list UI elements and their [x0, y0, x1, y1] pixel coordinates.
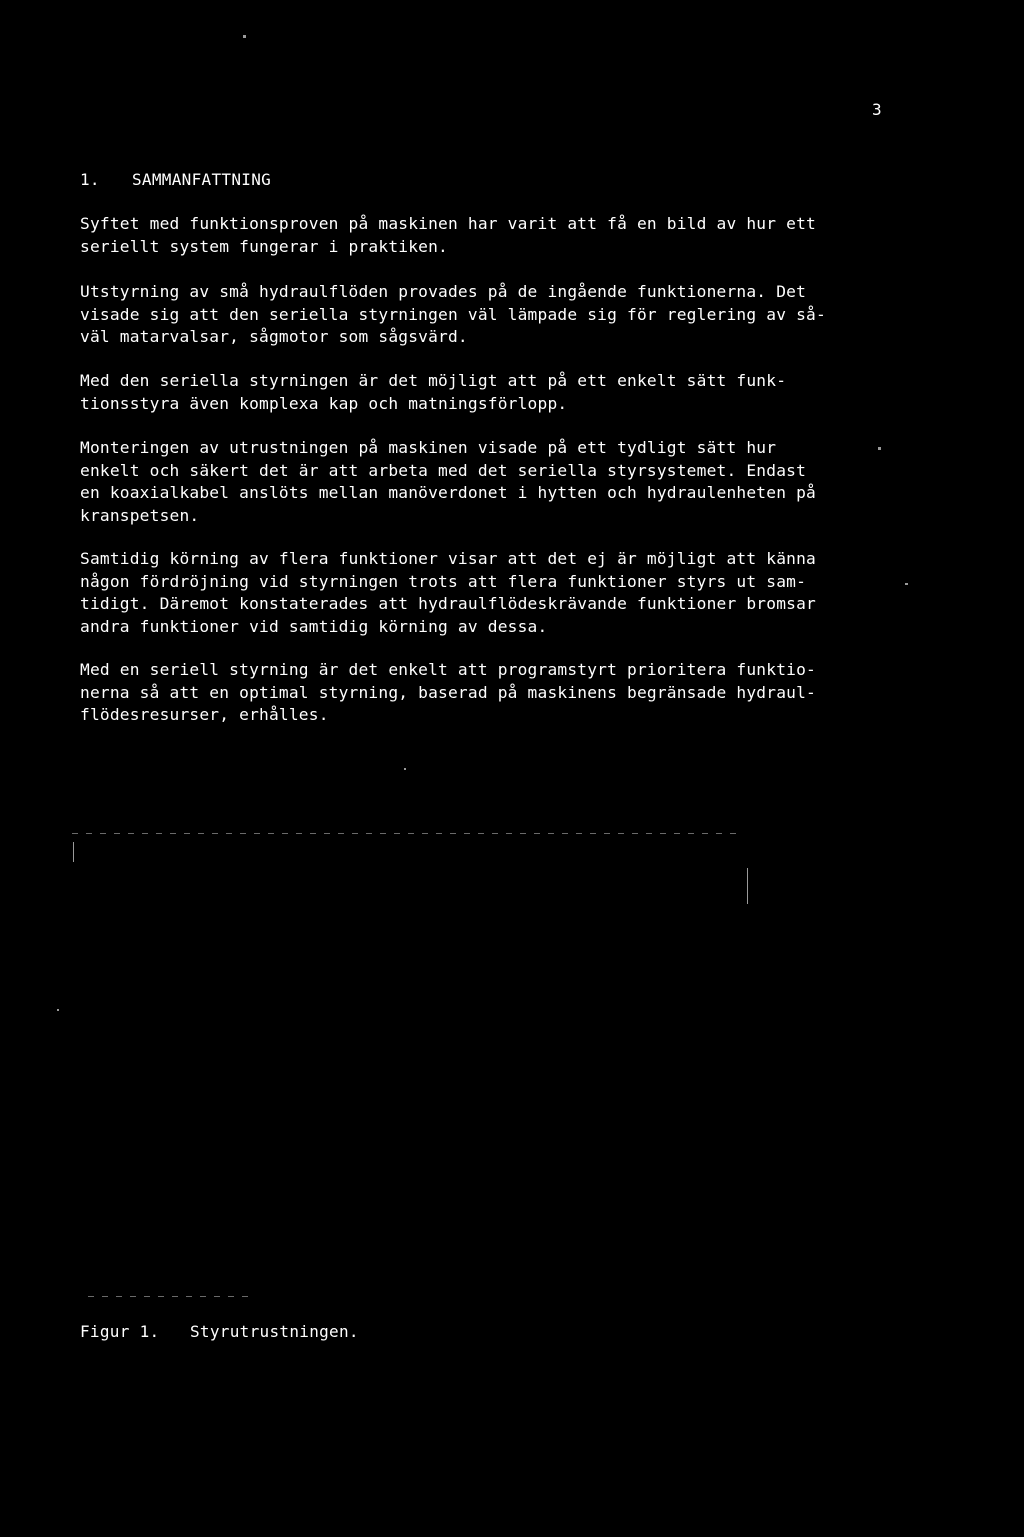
figure-caption-text: Styrutrustningen. — [190, 1322, 359, 1341]
paragraph-flow-control: Utstyrning av små hydraulflöden provades på de ingående funktionerna. Det visade sig att den seriella styrningen väl lämpade sig för reglering av så- väl matarvalsar, sågmotor som sågsvärd. — [80, 282, 826, 346]
section-heading — [80, 170, 271, 189]
figure-top-edge — [72, 833, 742, 834]
page-number: 3 — [872, 100, 882, 119]
scan-speck — [878, 447, 881, 450]
paragraph-complex-control: Med den seriella styrningen är det möjligt att på ett enkelt sätt funk- tionsstyra även komplexa kap och matningsförlopp. — [80, 371, 787, 413]
paragraph-simultaneous-operation: Samtidig körning av flera funktioner visar att det ej är möjligt att känna någon fördröjning vid styrningen trots att flera funktioner styrs ut sam- tidigt. Däremot konstaterades att hydraulflödeskrävande funktioner bromsar andra funktioner vid samtidig körning av dessa. — [80, 549, 816, 636]
figure-right-edge — [747, 868, 748, 904]
paragraph-installation: Monteringen av utrustningen på maskinen visade på ett tydligt sätt hur enkelt och säkert det är att arbeta med det seriella styrsystemet. Endast en koaxialkabel anslöts mellan manöverdonet i hytten och hydraulenheten på kranspetsen. — [80, 438, 816, 525]
scan-speck — [243, 35, 246, 38]
section-number: 1. — [80, 170, 100, 189]
scan-speck — [57, 1009, 59, 1011]
section-title: SAMMANFATTNING — [132, 170, 272, 189]
paragraph-prioritization: Med en seriell styrning är det enkelt att programstyrt prioritera funktio- nerna så att en optimal styrning, baserad på maskinens begränsade hydraul- flödesresurser, erhålles. — [80, 660, 816, 724]
figure-caption — [80, 1322, 359, 1341]
figure-label: Figur 1. — [80, 1322, 160, 1341]
scan-speck — [404, 768, 406, 770]
paragraph-purpose: Syftet med funktionsproven på maskinen har varit att få en bild av hur ett seriellt system fungerar i praktiken. — [80, 214, 816, 256]
figure-left-edge — [73, 842, 74, 862]
scan-speck — [905, 583, 908, 585]
figure-bottom-edge — [88, 1296, 248, 1297]
